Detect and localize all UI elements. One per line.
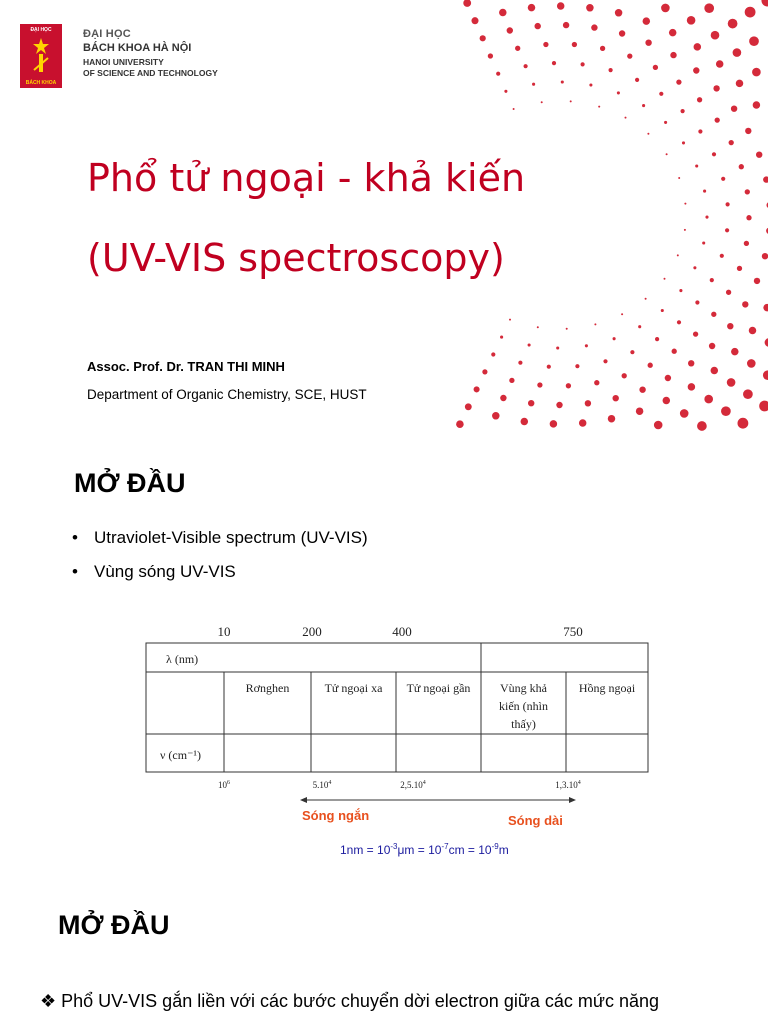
eq-part: μm = 10 [397,843,442,857]
section-heading: MỞ ĐẦU [74,468,186,498]
decorative-dot [589,83,592,86]
decorative-dot [645,298,647,300]
decorative-dot [528,4,536,12]
decorative-dot [727,378,736,387]
long-wave-label: Sóng dài [508,813,563,828]
next-slide [0,896,768,1024]
decorative-dot [704,395,713,404]
decorative-dot [655,337,659,341]
decorative-dot [672,349,677,354]
tick-exponent: 4 [577,780,581,786]
decorative-dot [474,386,480,392]
decorative-dot [716,60,724,68]
eq-part: m [498,843,509,857]
decorative-dot [739,164,744,169]
arrow-head-right [569,797,576,803]
decorative-dot [669,29,677,37]
decorative-dot [496,72,500,76]
decorative-dot [615,9,623,16]
tick-exponent: 4 [422,780,426,786]
decorative-dot [688,383,696,391]
decorative-dot [556,402,562,408]
wavenumber-tick-label: 2,5.10$^4$ [400,780,426,790]
decorative-dot [738,418,749,429]
university-name [83,28,218,78]
decorative-dot [726,202,730,206]
decorative-dot [570,100,572,102]
decorative-dot [543,42,548,47]
decorative-dot [711,31,720,40]
author-name: Assoc. Prof. Dr. TRAN THI MINH [87,359,285,374]
decorative-dot [702,241,705,244]
decorative-dot [765,338,768,347]
decorative-dot [712,152,716,156]
eq-part: cm = 10 [448,843,492,857]
decorative-dot [698,129,702,133]
decorative-dot [619,30,625,36]
decorative-dot [636,407,644,415]
decorative-dot [482,369,487,374]
decorative-dot [579,419,587,427]
decorative-dot [677,320,681,324]
decorative-dot [737,266,742,271]
unit-conversion-equation [340,842,509,857]
decorative-dot [711,367,719,375]
decorative-dot [661,309,664,312]
decorative-dot [594,323,596,325]
decorative-dot [695,164,698,167]
decorative-dot [509,319,511,321]
decorative-dot [680,409,689,418]
decorative-dot [729,140,734,145]
slide-title-line-2: (UV-VIS spectroscopy) [87,236,505,280]
decorative-dot [598,106,600,108]
decorative-dot [622,373,627,378]
decorative-dot [638,325,641,328]
decorative-dot [653,65,658,70]
decorative-dot [639,387,645,393]
decorative-dot [677,254,679,256]
decorative-dot [488,53,493,58]
decorative-dot [550,420,558,428]
decorative-dot [754,278,760,284]
decorative-dot [665,375,671,381]
decorative-dot [756,152,762,158]
decorative-dot [572,42,577,47]
decorative-dot [535,23,541,29]
title-slide [0,0,768,432]
decorative-dot [745,128,751,134]
wavenumber-tick-label: 5.10$^4$ [312,780,332,790]
decorative-dot [742,301,748,307]
eq-exponent: -3 [390,842,398,851]
university-line-1: ĐẠI HỌC [83,28,131,40]
region-name: Vùng khả [500,681,547,695]
decorative-dot [725,228,729,232]
region-name: kiến (nhìn [499,699,548,713]
section-heading: MỞ ĐẦU [58,910,170,940]
decorative-dot [744,241,749,246]
decorative-dot [705,216,708,219]
decorative-dot [721,177,725,181]
decorative-dot [591,24,597,30]
decorative-dot [664,121,667,124]
slide-title-line-1: Phổ tử ngoại - khả kiến [87,156,526,200]
decorative-dot [749,36,759,46]
decorative-dot [635,78,639,82]
university-line-3: HANOI UNIVERSITY [83,57,164,67]
region-name: Tử ngoại xa [324,681,383,695]
decorative-dot [693,266,696,269]
decorative-dot [463,0,471,7]
bullet-dot: • [72,562,78,581]
decorative-dot [566,383,571,388]
decorative-dot [541,101,543,103]
decorative-dot [627,53,632,58]
torch-icon [26,36,56,76]
short-wave-label: Sóng ngắn [302,808,370,823]
decorative-dot [537,326,539,328]
bullet-text: ❖ Phổ UV-VIS gắn liền với các bước chuyển dời electron giữa các mức năng [40,991,659,1011]
decorative-dot [659,92,663,96]
university-logo [20,24,62,88]
decorative-dot [763,370,768,380]
decorative-dot [528,400,534,406]
decorative-dot [713,85,719,91]
wavenumber-tick-label: $10^6$ [218,780,230,790]
decorative-dot [684,203,686,205]
decorative-dot [687,16,696,25]
decorative-dot [654,421,663,430]
row-label-wavelength: λ (nm) [166,652,199,666]
decorative-dot [556,346,559,349]
decorative-dot [586,4,594,12]
decorative-dot [524,64,528,68]
decorative-dot [693,67,699,73]
decorative-dot [557,2,565,10]
decorative-dot [547,365,551,369]
decorative-dot [500,336,503,339]
row-label-wavenumber: ν (cm⁻¹) [160,748,202,762]
wavelength-tick-label: 10 [217,624,231,639]
decorative-dot [709,343,715,349]
department-name: Department of Organic Chemistry, SCE, HUST [87,387,367,402]
decorative-dot [581,62,585,66]
decorative-dot [504,90,507,93]
decorative-dot [678,177,680,179]
decorative-dot [642,104,645,107]
tick-exponent: 6 [227,780,230,786]
decorative-dot [731,106,737,112]
decorative-dot [697,421,707,431]
decorative-dot [697,97,702,102]
decorative-dot [682,141,685,144]
decorative-dot [643,17,651,25]
decorative-dot [666,153,668,155]
decorative-dot [575,364,579,368]
logo-bottom-text: BÁCH KHOA [25,80,57,86]
decorative-dot [676,79,681,84]
decorative-dot [561,80,564,83]
decorative-dot [518,361,522,365]
decorative-dot [465,403,472,410]
region-name: thấy) [511,717,536,731]
decorative-dot [513,108,515,110]
decorative-dot [630,350,634,354]
decorative-dot [731,348,739,356]
decorative-dot [617,91,620,94]
decorative-dot [752,68,761,77]
eq-part: 1nm = 10 [340,843,391,857]
decorative-dot [761,0,768,6]
wavelength-tick-label: 400 [392,624,412,639]
bullet-text: Vùng sóng UV-VIS [94,562,236,581]
decorative-dot [491,352,495,356]
decorative-dot [693,331,698,336]
decorative-dot [703,190,706,193]
decorative-dot [747,359,756,368]
university-line-4: OF SCIENCE AND TECHNOLOGY [83,68,218,78]
tick-exponent: 4 [328,780,332,786]
eq-exponent: -9 [491,842,499,851]
wavelength-tick-label: 750 [563,624,583,639]
decorative-dot [492,412,500,420]
decorative-dot [704,3,714,13]
decorative-dot [670,52,676,58]
decorative-dot [648,363,653,368]
decorative-dot [456,420,464,428]
decorative-dot [603,359,607,363]
decorative-dot [763,304,768,312]
decorative-dot [645,40,651,46]
decorative-dot [663,397,671,405]
region-name: Tử ngoại gần [406,681,471,695]
decorative-dot [613,395,619,401]
decorative-dot [726,290,731,295]
decorative-dot [727,323,733,329]
eq-exponent: -7 [441,842,449,851]
decorative-dot [762,253,768,259]
decorative-dot [681,109,685,113]
decorative-dot [664,278,666,280]
wavenumber-tick-label: 1,3.10$^4$ [555,780,581,790]
decorative-dot [711,312,716,317]
region-name: Hồng ngoại [578,681,636,695]
decorative-dot [763,176,768,182]
decorative-dot [563,22,569,28]
decorative-dot [679,289,682,292]
decorative-dot [625,117,627,119]
decorative-dot [471,17,478,24]
decorative-dot [528,343,531,346]
arrow-head-left [300,797,307,803]
logo-top-text: ĐẠI HỌC [30,27,52,33]
bullet-text: Utraviolet-Visible spectrum (UV-VIS) [94,528,368,547]
decorative-dot [647,133,649,135]
decorative-dot [695,300,699,304]
table-frame [146,643,648,772]
decorative-dot [720,254,724,258]
decorative-dot [566,328,568,330]
decorative-dot [608,415,616,423]
region-name: Rơnghen [245,681,290,695]
decorative-dot [532,83,535,86]
university-line-2: BÁCH KHOA HÀ NỘI [83,42,192,54]
decorative-dot [600,46,605,51]
decorative-dot [661,4,670,13]
decorative-dot [585,344,588,347]
decorative-dot [721,406,731,416]
decorative-dot [594,380,599,385]
decorative-dot [688,360,694,366]
decorative-dot [694,43,702,51]
decorative-dot [515,46,520,51]
decorative-dot [552,61,556,65]
decorative-dot [736,80,744,88]
decorative-dot [684,229,686,231]
decorative-dot [500,395,506,401]
decorative-dot [749,327,757,335]
decorative-dot [621,313,623,315]
decorative-dot [743,389,753,399]
decorative-dot [728,19,738,29]
bullet-dot: • [72,528,78,547]
decorative-dot [710,278,714,282]
decorative-dot [753,101,761,109]
decorative-dot [585,400,591,406]
decorative-dot [745,189,750,194]
decorative-dot [745,7,756,18]
decorative-dot [715,117,720,122]
decorative-dot [746,215,751,220]
decorative-dot [613,337,616,340]
intro-slide [0,442,768,890]
decorative-dot [609,68,613,72]
decorative-dot [509,378,514,383]
decorative-dot [499,9,507,17]
decorative-dot [507,27,513,33]
uv-vis-region-table [0,442,768,890]
wavelength-tick-label: 200 [302,624,322,639]
decorative-dot [480,35,486,41]
decorative-dot [521,418,529,426]
decorative-dot [759,401,768,412]
decorative-dot [537,382,542,387]
decorative-dot [733,48,742,57]
